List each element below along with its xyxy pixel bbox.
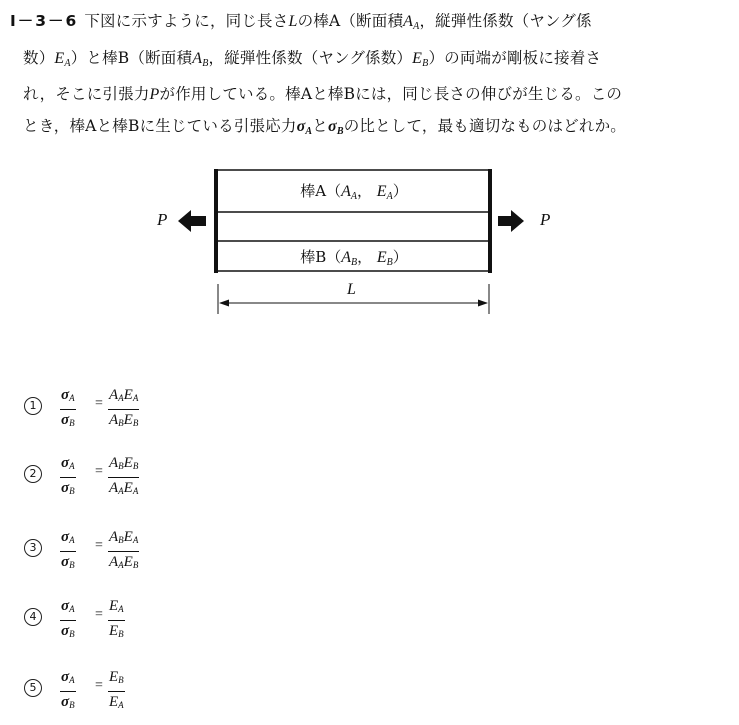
question-line-4 [10, 111, 735, 148]
rod-b-label: 棒$B(A_B$， $E_B$） [300, 248, 408, 268]
lhs-fraction: $\frac{\sigma_A}{\sigma_B}$ [61, 387, 75, 428]
var-area-b: $A_B$ [192, 49, 209, 69]
rod-a-label: 棒$A(A_A$， $E_A$） [300, 182, 408, 202]
rhs-fraction: $A_AE_A$ $A_BE_B$ [109, 387, 139, 428]
text-segment: とき，棒Aと棒Bに生じている引張応力 [23, 116, 297, 135]
lhs-fraction: $\frac{\sigma_A}{\sigma_B}$ [61, 455, 75, 496]
var-stress-a: $\sigma_A$ [296, 117, 313, 137]
rod-figure [0, 160, 739, 330]
left-force-label: P [157, 210, 168, 229]
rhs-fraction: $A_BE_B$ $A_AE_A$ [109, 455, 139, 496]
lhs-fraction: $\frac{\sigma_A}{\sigma_B}$ [61, 669, 75, 710]
question-number: I－3－6 [10, 12, 79, 30]
text-segment: の比として，最も適切なものはどれか。 [343, 116, 626, 135]
option-number: 3 [24, 539, 42, 557]
var-modulus-a: $E_A$ [54, 49, 71, 69]
lhs-fraction: $\frac{\sigma_A}{\sigma_B}$ [61, 598, 75, 639]
text-segment: ）の両端が剛板に接着さ [428, 48, 602, 67]
left-force-arrow-icon [178, 210, 206, 232]
length-label: L [347, 281, 356, 298]
rhs-fraction: $A_BE_A$ $A_AE_B$ [109, 529, 139, 570]
text-segment: ，縦弾性係数（ヤング係数） [208, 48, 413, 67]
text-segment: 数） [23, 48, 55, 67]
lhs-fraction: $\frac{\sigma_A}{\sigma_B}$ [61, 529, 75, 570]
rhs-fraction: $\frac{E_A}{E_B}$ [109, 598, 124, 639]
text-segment: の棒A（断面積 [297, 12, 404, 30]
var-length: L [288, 13, 298, 30]
rhs-fraction: $\frac{E_B}{E_A}$ [109, 669, 124, 710]
question-line-1 [10, 6, 735, 43]
right-force-arrow-icon [498, 210, 524, 232]
dim-right-arrowhead-icon [478, 300, 488, 307]
question-text [10, 6, 735, 147]
text-segment: と [312, 116, 328, 135]
text-segment: ，縦弾性係数（ヤング係 [419, 12, 592, 30]
question-line-2 [10, 43, 735, 80]
text-segment: 下図に示すように，同じ長さ [84, 12, 289, 30]
var-stress-b: $\sigma_B$ [327, 117, 344, 137]
text-segment: が作用している。棒Aと棒Bには，同じ長さの伸びが生じる。この [159, 85, 623, 103]
option-number: 4 [24, 608, 42, 626]
option-number: 2 [24, 465, 42, 483]
right-force-label: P [540, 210, 551, 229]
text-segment: ）と棒B（断面積 [70, 48, 193, 67]
text-segment: れ，そこに引張力 [23, 85, 150, 103]
var-modulus-b: $E_B$ [412, 49, 429, 69]
var-area-a: $A_A$ [403, 13, 420, 32]
option-number: 5 [24, 679, 42, 697]
dim-left-arrowhead-icon [219, 300, 229, 307]
option-number: 1 [24, 397, 42, 415]
question-line-3 [10, 79, 735, 111]
var-force: P [149, 86, 160, 103]
